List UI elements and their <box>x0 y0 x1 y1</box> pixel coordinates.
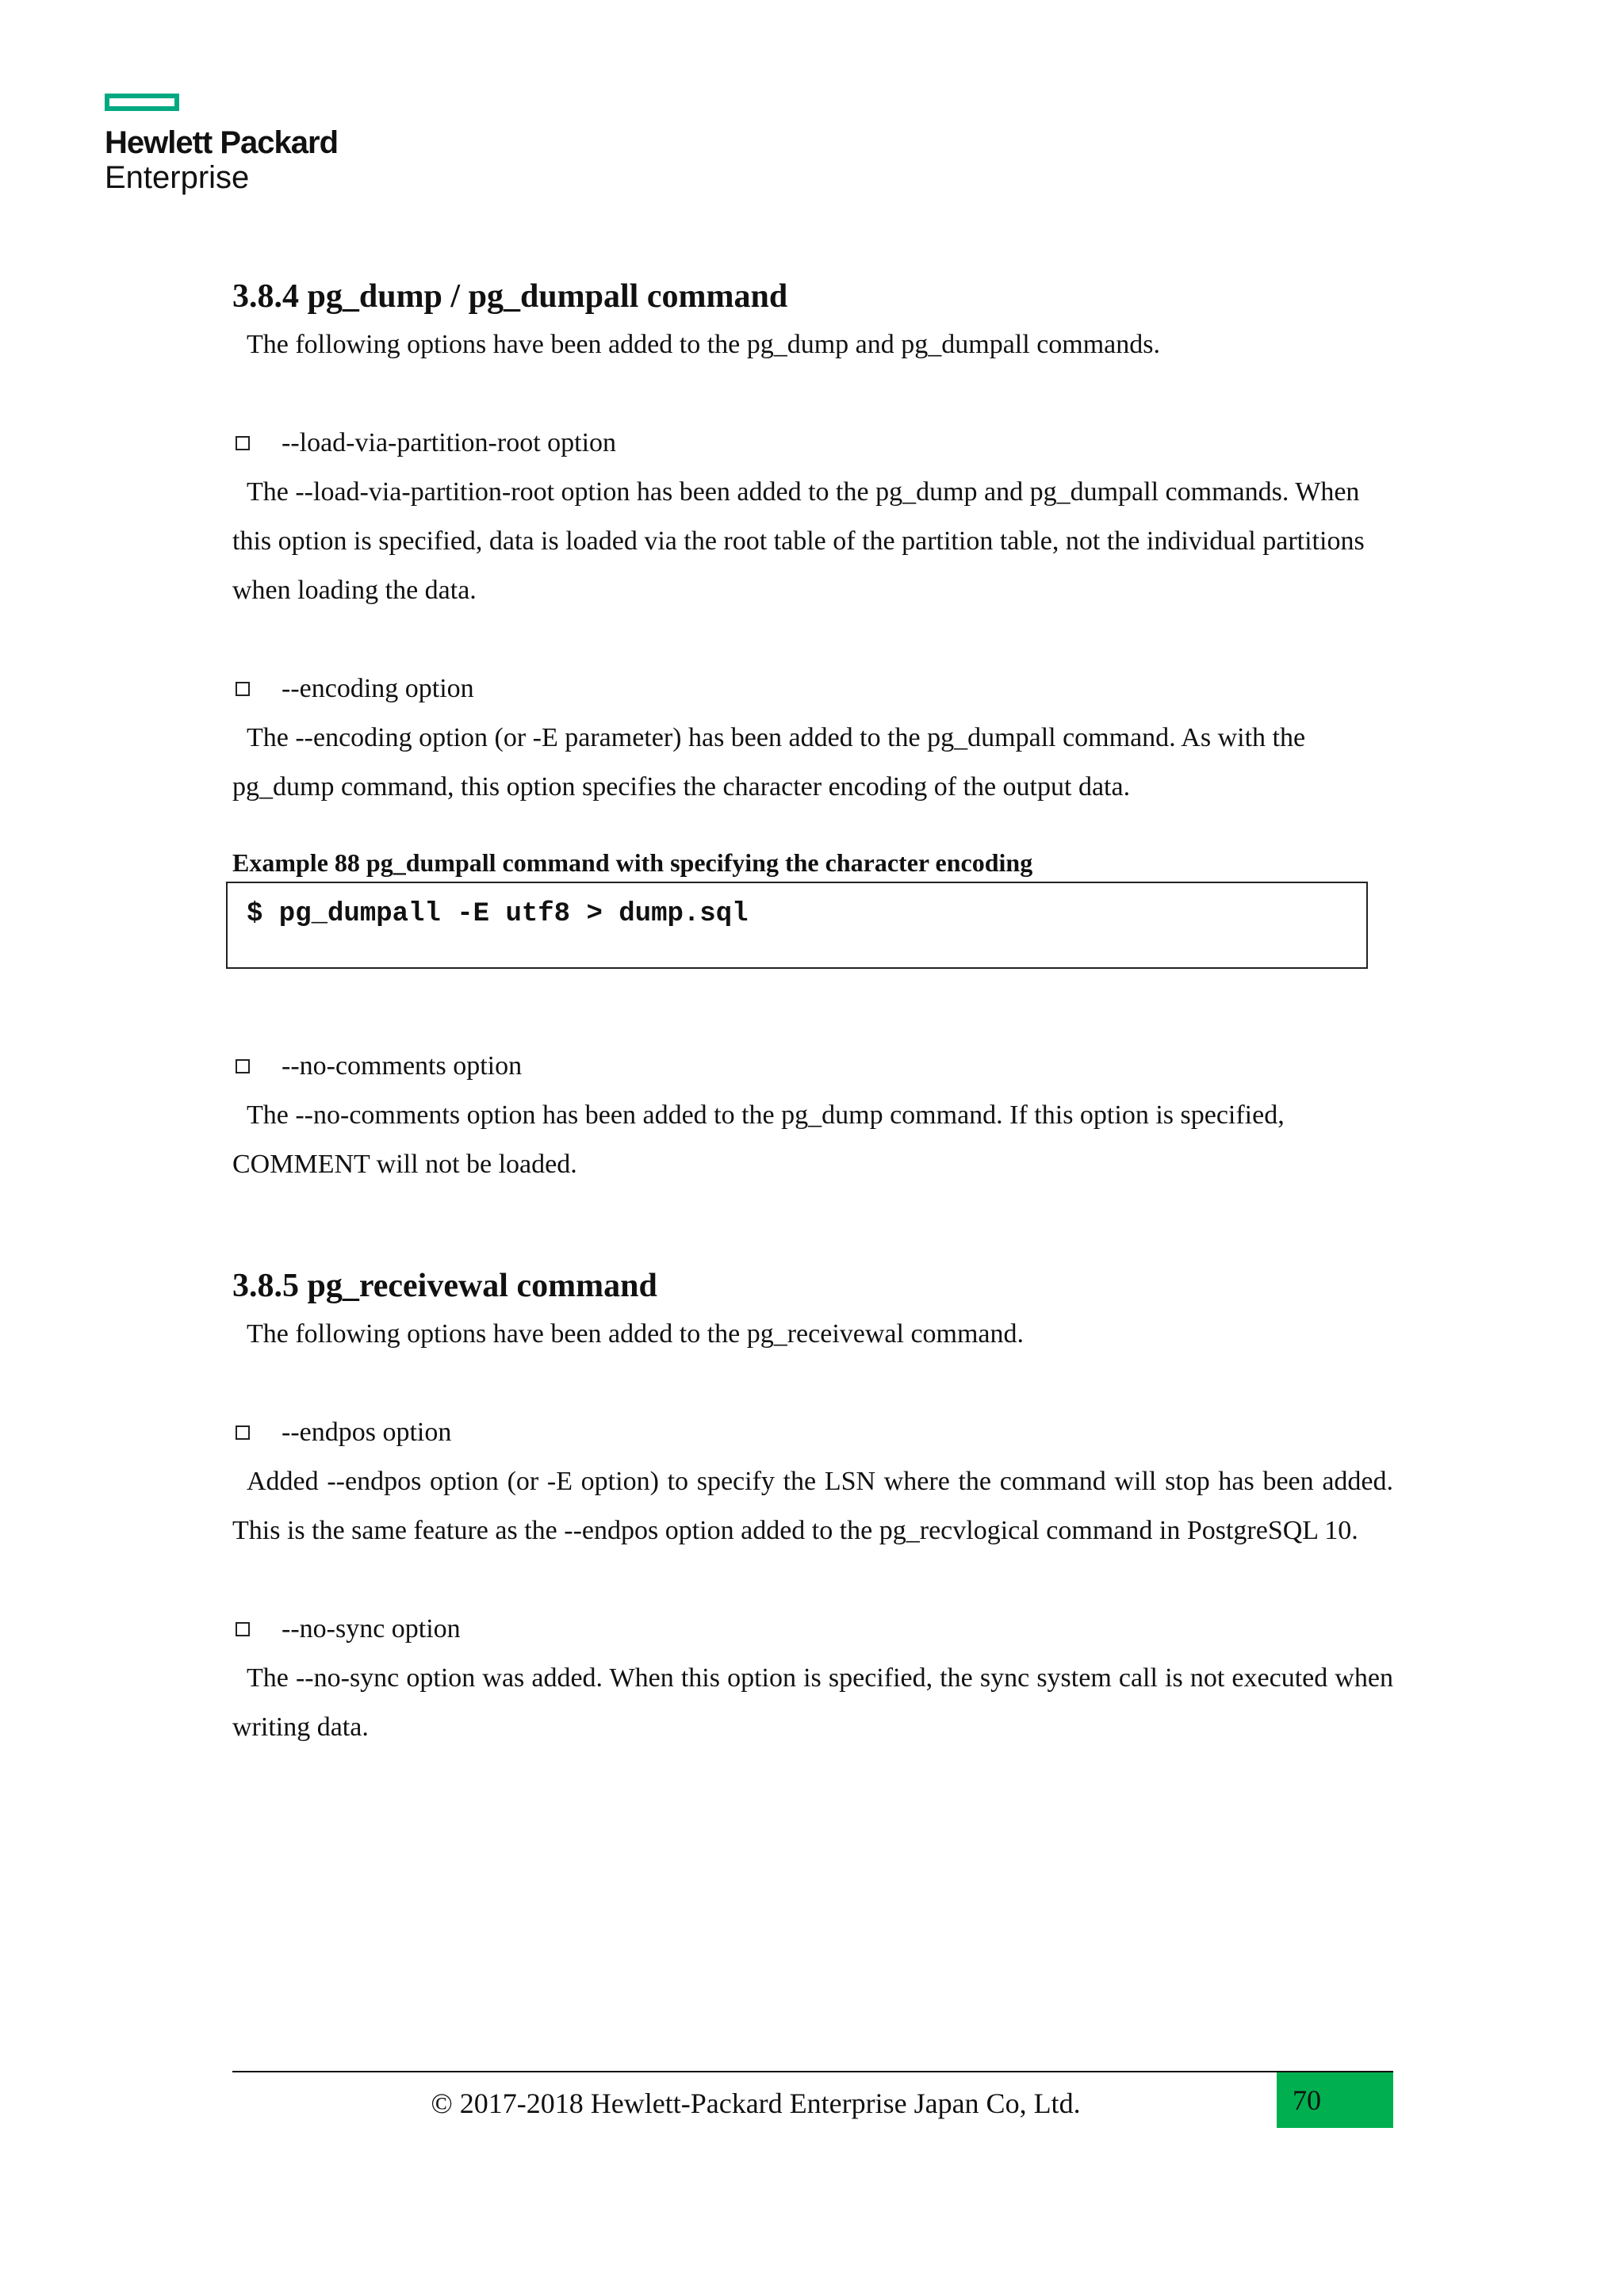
option-heading <box>232 664 1393 714</box>
section-intro: The following options have been added to the pg_dump and pg_dumpall commands. <box>247 330 1160 359</box>
bullet-box-icon <box>236 1425 250 1440</box>
option-description: The --no-sync option was added. When this option is specified, the sync system call is not executed when writing data. <box>232 1663 1393 1742</box>
option-description: Added --endpos option (or -E option) to specify the LSN where the command will stop has been added. This is the same feature as the --endpos option added to the pg_recvlogical command in PostgreSQL 10. <box>232 1467 1393 1545</box>
bullet-box-icon <box>236 1622 250 1636</box>
bullet-box-icon <box>236 682 250 696</box>
hpe-logo <box>105 94 338 195</box>
section-heading-pg-dump: 3.8.4 pg_dump / pg_dumpall command <box>232 278 788 315</box>
option-title: --no-sync option <box>282 1614 461 1644</box>
code-example: $ pg_dumpall -E utf8 > dump.sql <box>247 899 749 929</box>
option-description: The --no-comments option has been added to the pg_dump command. If this option is specified, COMMENT will not be loaded. <box>232 1100 1285 1179</box>
option-heading <box>232 1042 1393 1091</box>
option-title: --endpos option <box>282 1418 452 1447</box>
option-title: --no-comments option <box>282 1051 523 1081</box>
page-content <box>232 273 1393 1752</box>
section-heading-pg-receivewal: 3.8.5 pg_receivewal command <box>232 1268 657 1304</box>
code-example-box <box>226 882 1368 969</box>
option-title: --load-via-partition-root option <box>282 428 617 457</box>
footer-copyright: © 2017-2018 Hewlett-Packard Enterprise Japan Co, Ltd. <box>431 2087 1081 2119</box>
page-number: 70 <box>1277 2072 1393 2128</box>
hpe-logo-text <box>105 125 338 195</box>
option-description: The --load-via-partition-root option has been added to the pg_dump and pg_dumpall commands. When this option is specified, data is loaded via the root table of the partition table, not the individual partitions when loading the data. <box>232 477 1365 605</box>
bullet-box-icon <box>236 1059 250 1073</box>
footer-divider <box>232 2071 1393 2072</box>
bullet-box-icon <box>236 436 250 450</box>
hpe-logo-mark <box>105 94 179 111</box>
example-caption: Example 88 pg_dumpall command with specifying the character encoding <box>232 848 1033 877</box>
logo-line-2: Enterprise <box>105 160 250 195</box>
option-heading <box>232 1408 1393 1457</box>
option-description: The --encoding option (or -E parameter) has been added to the pg_dumpall command. As with the pg_dump command, this option specifies the character encoding of the output data. <box>232 723 1306 802</box>
section-intro: The following options have been added to the pg_receivewal command. <box>247 1319 1025 1349</box>
option-title: --encoding option <box>282 674 474 703</box>
option-heading <box>232 419 1393 468</box>
option-heading <box>232 1605 1393 1654</box>
logo-line-1: Hewlett Packard <box>105 125 339 160</box>
